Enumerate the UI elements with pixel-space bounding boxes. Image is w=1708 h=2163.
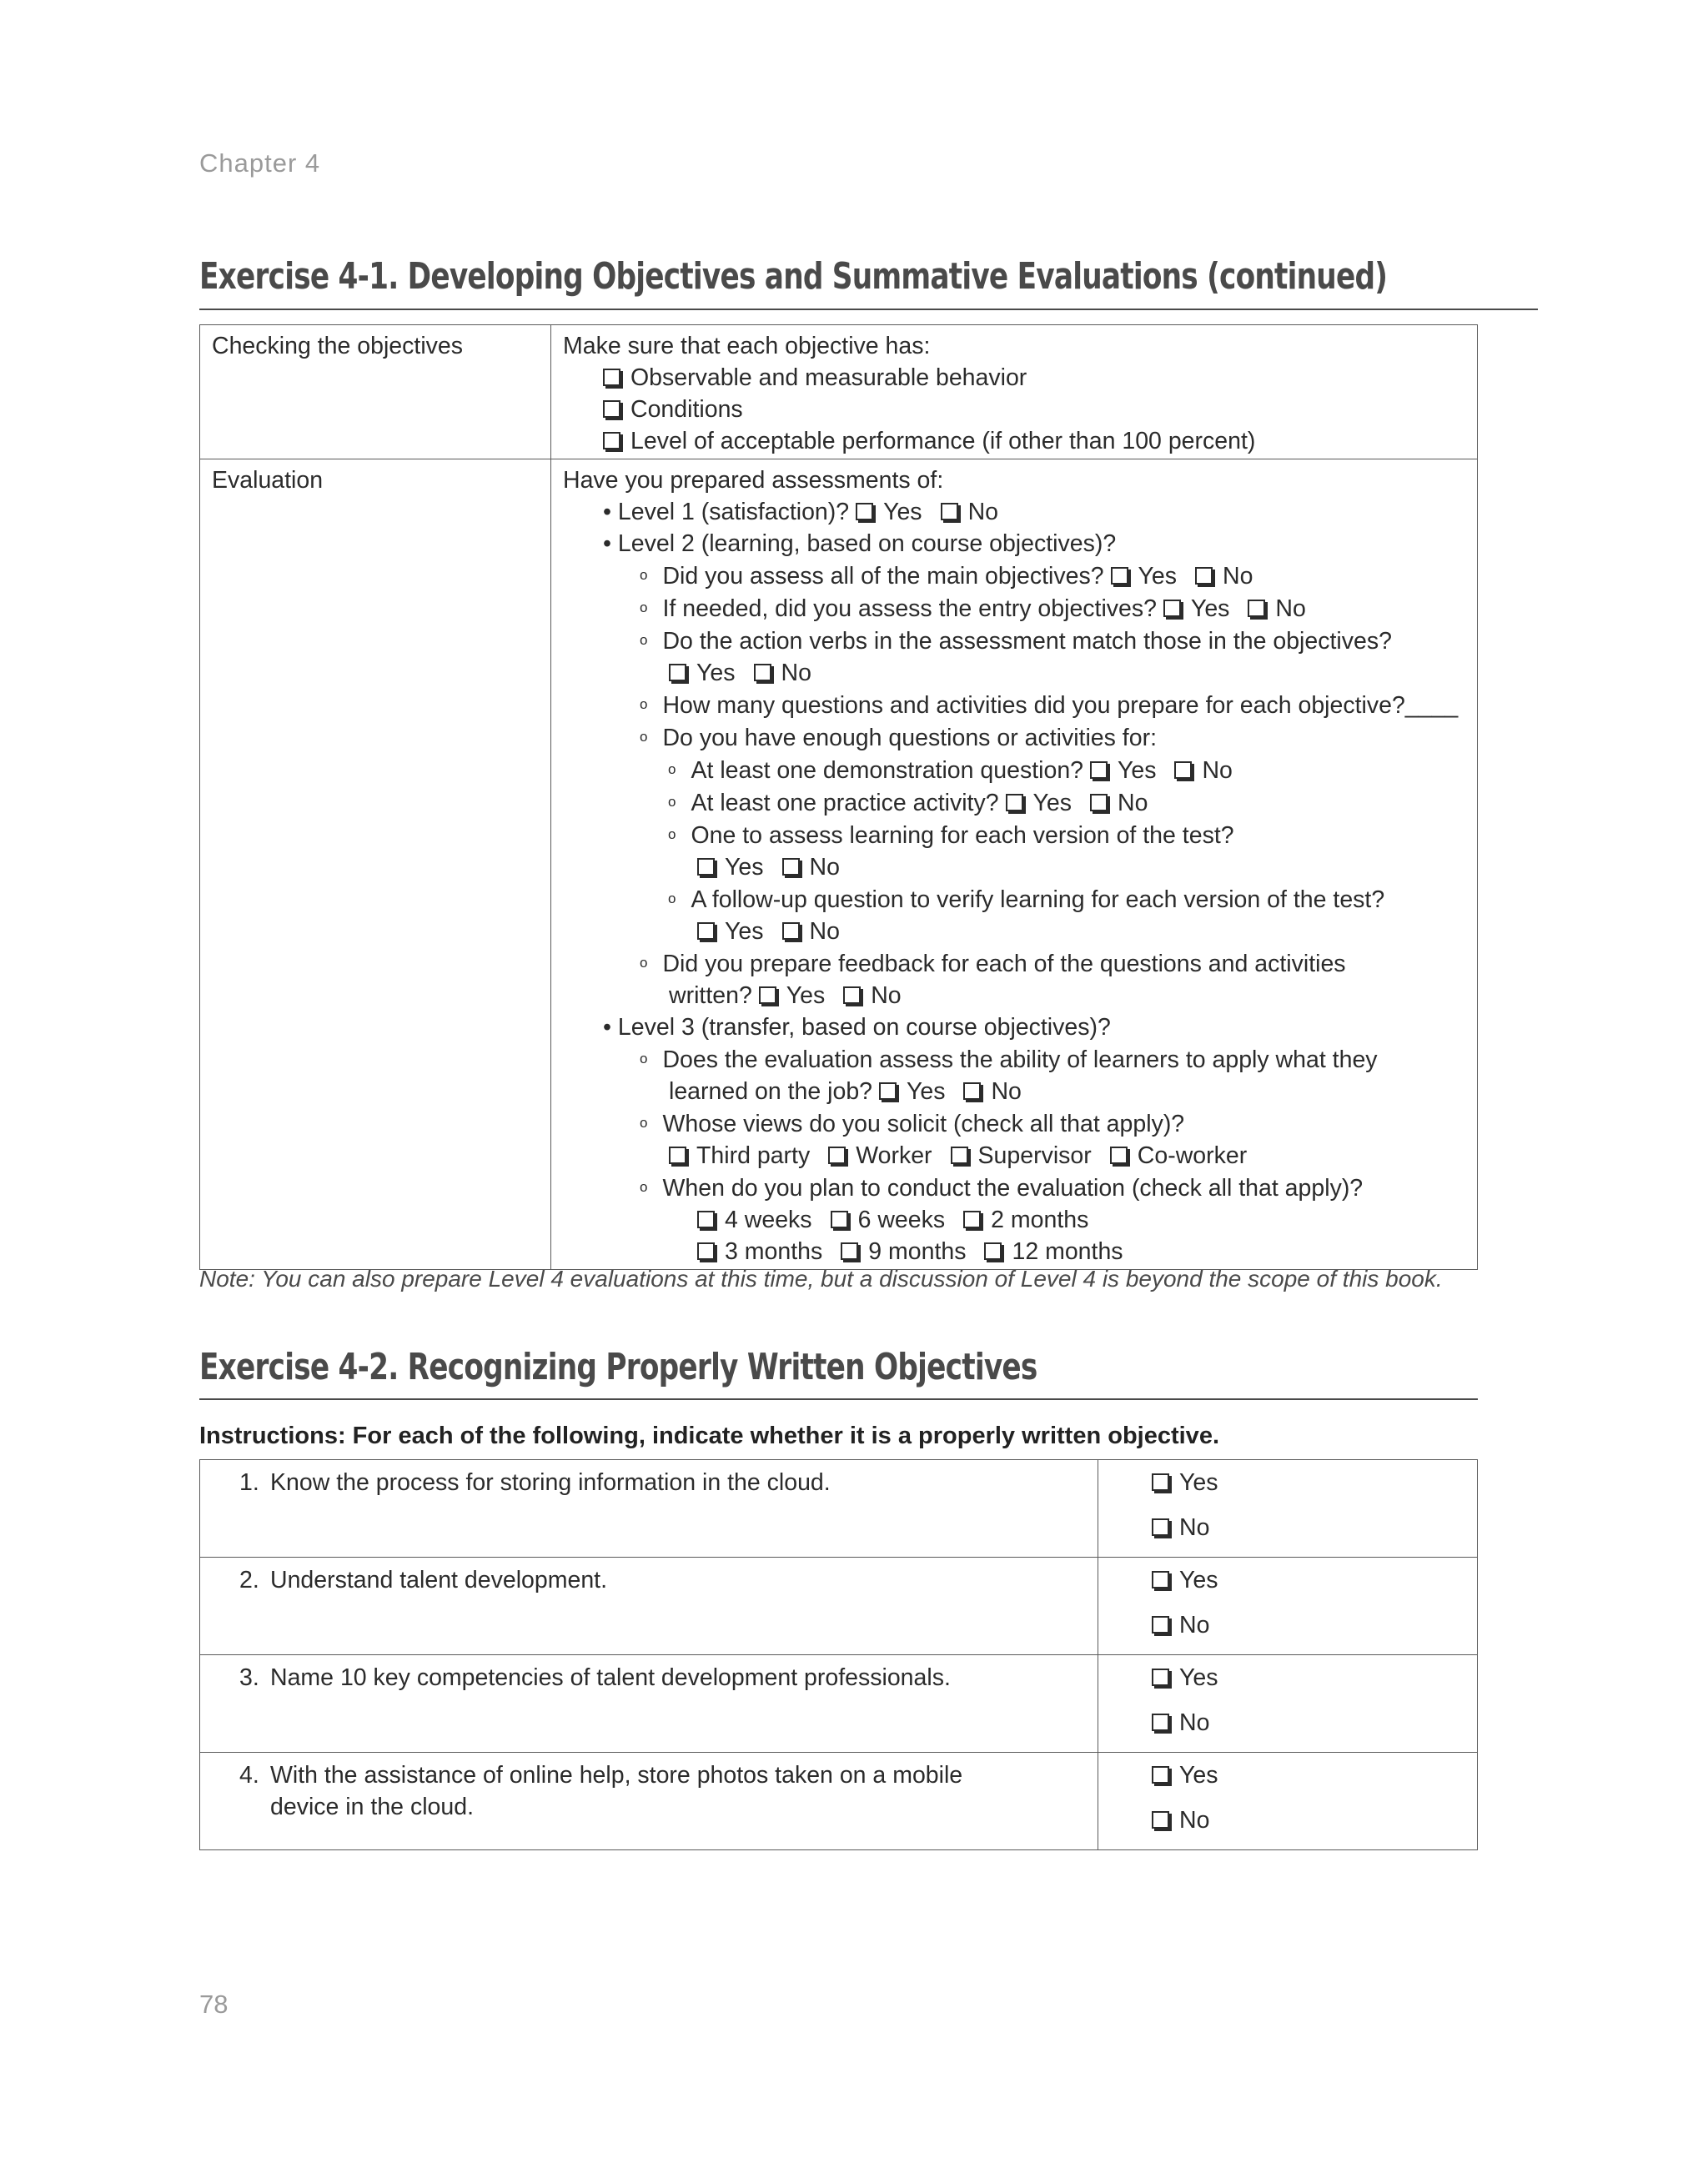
level1-item: • Level 1 (satisfaction)? Yes No <box>603 499 998 525</box>
checkbox[interactable] <box>1152 1811 1169 1829</box>
checkbox[interactable] <box>1152 1473 1169 1491</box>
checkbox[interactable] <box>1006 794 1023 811</box>
checkbox[interactable] <box>1163 600 1181 617</box>
yes-option[interactable]: Yes <box>1152 1467 1477 1498</box>
checkbox[interactable] <box>1152 1669 1169 1686</box>
checkbox[interactable] <box>1174 761 1192 779</box>
checkbox[interactable] <box>879 1082 897 1100</box>
row-content <box>551 325 1478 459</box>
checkbox[interactable] <box>843 986 861 1004</box>
checkbox[interactable] <box>669 664 686 681</box>
level2-question-cont: written? Yes No <box>669 982 902 1009</box>
checkbox[interactable] <box>603 369 620 386</box>
level2-subquestion: $^o$ A follow-up question to verify learning for each version of the test? <box>668 886 1385 913</box>
checkbox[interactable] <box>1152 1518 1169 1536</box>
table-row <box>200 1558 1478 1655</box>
objectives-table <box>199 1459 1478 1850</box>
answer-options: Yes No <box>563 657 1465 689</box>
checkbox[interactable] <box>984 1242 1002 1260</box>
objective-statement: 1. Know the process for storing information in the cloud. <box>200 1460 1098 1558</box>
row-content <box>551 459 1478 1270</box>
checklist-item: Level of acceptable performance (if other than 100 percent) <box>563 425 1465 457</box>
objective-statement: 4. With the assistance of online help, store photos taken on a mobile device in the cloud. <box>200 1753 1098 1850</box>
checkbox[interactable] <box>782 858 800 876</box>
level3-question-cont: learned on the job? Yes No <box>669 1078 1022 1105</box>
chapter-label: Chapter 4 <box>199 148 321 178</box>
no-option[interactable]: No <box>1152 1707 1477 1739</box>
yes-option[interactable]: Yes <box>1152 1564 1477 1596</box>
level3-question: $^o$ Whose views do you solicit (check all that apply)? <box>640 1111 1185 1137</box>
exercise1-title-rule <box>199 309 1538 310</box>
checkbox[interactable] <box>1110 1147 1128 1164</box>
checkbox[interactable] <box>1090 761 1108 779</box>
checkbox[interactable] <box>831 1211 848 1228</box>
level2-subquestion: $^o$ At least one practice activity? Yes No <box>668 790 1148 816</box>
answer-options: Yes No <box>563 916 1465 947</box>
answer-options: Yes No <box>563 851 1465 883</box>
objective-statement: 3. Name 10 key competencies of talent development professionals. <box>200 1655 1098 1753</box>
exercise2-title: Exercise 4-2. Recognizing Properly Written Objectives <box>199 1346 1037 1388</box>
checkbox[interactable] <box>1111 567 1128 585</box>
checkbox[interactable] <box>1152 1616 1169 1634</box>
checkbox[interactable] <box>697 858 715 876</box>
table-row <box>200 325 1478 459</box>
objective-answer <box>1098 1753 1478 1850</box>
table-row <box>200 1460 1478 1558</box>
level2-question: $^o$ Did you prepare feedback for each of the questions and activities <box>640 951 1346 977</box>
checkbox[interactable] <box>1152 1571 1169 1588</box>
exercise2-title-rule <box>199 1398 1478 1400</box>
level3-item: • Level 3 (transfer, based on course objectives)? <box>603 1014 1111 1041</box>
checkbox[interactable] <box>1248 600 1265 617</box>
note-text: Note: You can also prepare Level 4 evaluations at this time, but a discussion of Level 4 is beyond the scope of this book. <box>199 1266 1443 1292</box>
checkbox[interactable] <box>1152 1714 1169 1731</box>
level3-question: $^o$ Does the evaluation assess the ability of learners to apply what they <box>640 1046 1378 1073</box>
objective-answer <box>1098 1460 1478 1558</box>
level2-question: $^o$ How many questions and activities did you prepare for each objective?____ <box>640 692 1459 719</box>
checkbox[interactable] <box>603 432 620 449</box>
checkbox[interactable] <box>782 922 800 940</box>
row-label: Evaluation <box>200 459 551 1270</box>
checkbox[interactable] <box>963 1082 981 1100</box>
level2-subquestion: $^o$ One to assess learning for each version of the test? <box>668 822 1234 849</box>
checkbox[interactable] <box>754 664 771 681</box>
checklist-item: Conditions <box>563 394 1465 425</box>
row-label: Checking the objectives <box>200 325 551 459</box>
checklist-intro: Make sure that each objective has: <box>563 333 931 359</box>
yes-option[interactable]: Yes <box>1152 1759 1477 1791</box>
evaluation-intro: Have you prepared assessments of: <box>563 467 944 494</box>
checkbox[interactable] <box>697 922 715 940</box>
level2-item: • Level 2 (learning, based on course objectives)? <box>603 530 1117 557</box>
timing-options: 4 weeks 6 weeks 2 months <box>563 1204 1465 1236</box>
checkbox[interactable] <box>697 1242 715 1260</box>
level2-question: $^o$ Do you have enough questions or activities for: <box>640 725 1157 751</box>
checkbox[interactable] <box>669 1147 686 1164</box>
no-option[interactable]: No <box>1152 1609 1477 1641</box>
objective-statement: 2. Understand talent development. <box>200 1558 1098 1655</box>
level2-question: $^o$ If needed, did you assess the entry objectives? Yes No <box>640 595 1306 622</box>
checkbox[interactable] <box>1152 1766 1169 1784</box>
instructions: Instructions: For each of the following, indicate whether it is a properly written objective. <box>199 1423 1219 1449</box>
checkbox[interactable] <box>951 1147 968 1164</box>
level2-question: $^o$ Do the action verbs in the assessment match those in the objectives? <box>640 628 1392 655</box>
checkbox[interactable] <box>841 1242 858 1260</box>
checkbox[interactable] <box>603 400 620 418</box>
objective-answer <box>1098 1655 1478 1753</box>
table-row <box>200 1753 1478 1850</box>
checkbox[interactable] <box>697 1211 715 1228</box>
no-option[interactable]: No <box>1152 1804 1477 1836</box>
checkbox[interactable] <box>1195 567 1213 585</box>
table-row <box>200 459 1478 1270</box>
page-number: 78 <box>199 1990 229 2019</box>
checklist-item: Observable and measurable behavior <box>563 362 1465 394</box>
checkbox[interactable] <box>759 986 776 1004</box>
yes-option[interactable]: Yes <box>1152 1662 1477 1694</box>
checkbox[interactable] <box>856 503 873 520</box>
objective-answer <box>1098 1558 1478 1655</box>
level3-question: $^o$ When do you plan to conduct the evaluation (check all that apply)? <box>640 1175 1364 1202</box>
level2-subquestion: $^o$ At least one demonstration question? Yes No <box>668 757 1233 784</box>
table-row <box>200 1655 1478 1753</box>
checkbox[interactable] <box>1090 794 1108 811</box>
level2-question: $^o$ Did you assess all of the main objectives? Yes No <box>640 563 1253 590</box>
views-options: Third party Worker Supervisor Co-worker <box>563 1140 1465 1172</box>
exercise1-table <box>199 324 1478 1270</box>
checkbox[interactable] <box>963 1211 981 1228</box>
exercise1-title: Exercise 4-1. Developing Objectives and Summative Evaluations (continued) <box>199 255 1388 298</box>
checkbox[interactable] <box>941 503 958 520</box>
no-option[interactable]: No <box>1152 1512 1477 1543</box>
checkbox[interactable] <box>828 1147 846 1164</box>
timing-options: 3 months 9 months 12 months <box>563 1236 1465 1267</box>
